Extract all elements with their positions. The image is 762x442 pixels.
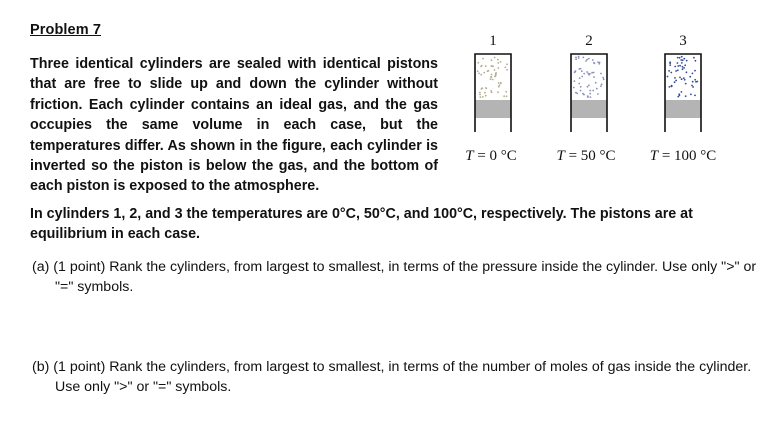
gas-dot (680, 59, 682, 61)
gas-dot (506, 95, 508, 97)
temperature-value: = 50 °C (564, 148, 616, 164)
gas-dot (582, 93, 584, 95)
gas-dot (678, 93, 680, 95)
gas-dot (481, 65, 483, 67)
gas-dot (494, 57, 496, 59)
gas-dot (506, 69, 508, 71)
gas-dot (685, 83, 687, 85)
gas-dot (574, 72, 576, 74)
gas-dot (580, 86, 582, 88)
gas-dot (674, 77, 676, 79)
gas-dot (506, 63, 508, 65)
gas-dot (503, 95, 505, 97)
problem-title: Problem 7 (30, 22, 102, 38)
gas-dot (596, 88, 598, 90)
gas-dot (683, 67, 685, 69)
gas-dot (482, 58, 484, 60)
gas-dot (600, 85, 602, 87)
gas-dot (482, 96, 484, 98)
cylinder-1-piston (475, 100, 511, 118)
gas-dot (686, 71, 688, 73)
gas-dot (497, 59, 499, 61)
gas-dot (487, 70, 489, 72)
gas-dot (485, 87, 487, 89)
gas-dot (689, 76, 691, 78)
gas-dot (675, 70, 677, 72)
gas-dot (694, 70, 696, 72)
cylinders-diagram (455, 28, 745, 176)
gas-dot (677, 65, 679, 67)
gas-dot (677, 57, 679, 59)
temperature-value: = 0 °C (473, 148, 517, 164)
gas-dot (491, 59, 493, 61)
gas-dot (683, 77, 685, 79)
gas-dot (674, 81, 676, 83)
gas-dot (477, 70, 479, 72)
gas-dot (588, 58, 590, 60)
temperature-symbol: T (556, 148, 565, 164)
gas-dot (491, 74, 493, 76)
cylinders-figure (455, 28, 745, 176)
gas-dot (682, 66, 684, 68)
gas-dot (491, 65, 493, 67)
gas-dot (479, 96, 481, 98)
gas-dot (500, 61, 502, 63)
gas-dot (483, 72, 485, 74)
gas-dot (478, 73, 480, 75)
gas-dot (594, 63, 596, 65)
gas-dot (693, 57, 695, 59)
part-b-label: (b) (32, 359, 50, 375)
gas-dot (492, 79, 494, 81)
cylinder-3-number: 3 (679, 33, 687, 49)
problem-intro: Three identical cylinders are sealed with identical pistons that are free to slide up and down the cylinder without friction. Each cylinder contains an ideal gas, and the gas occupies the same volume in each case, but the temperatures differ. As shown in the figure, each cylinder is inverted so the piston is below the gas, and the bottom of each piston is exposed to the atmosphere. (30, 56, 438, 195)
gas-dot (686, 60, 688, 62)
gas-dot (681, 91, 683, 93)
temperature-symbol: T (649, 148, 659, 164)
cylinder-3-temperature (650, 148, 717, 164)
gas-dot (587, 86, 589, 88)
gas-dot (669, 64, 671, 66)
gas-dot (682, 59, 684, 61)
gas-dot (576, 93, 578, 95)
gas-dot (598, 63, 600, 65)
gas-dot (585, 60, 587, 62)
gas-dot (586, 71, 588, 73)
gas-dot (481, 88, 483, 90)
gas-dot (682, 68, 684, 70)
gas-dot (499, 84, 501, 86)
gas-dot (677, 69, 679, 71)
gas-dot (485, 65, 487, 67)
gas-dot (578, 83, 580, 85)
cylinder-2-gas (573, 56, 605, 98)
gas-dot (595, 82, 597, 84)
temperatures-statement: In cylinders 1, 2, and 3 the temperatures are 0°C, 50°C, and 100°C, respectively. The pistons are at equilibrium in each case. (30, 206, 693, 243)
gas-dot (580, 90, 582, 92)
gas-dot (589, 93, 591, 95)
gas-dot (588, 74, 590, 76)
gas-dot (587, 96, 589, 98)
gas-dot (600, 73, 602, 75)
gas-dot (679, 57, 681, 59)
gas-dot (490, 76, 492, 78)
gas-dot (497, 91, 499, 93)
gas-dot (505, 91, 507, 93)
gas-dot (578, 56, 580, 58)
gas-dot (592, 59, 594, 61)
gas-dot (685, 95, 687, 97)
gas-dot (695, 60, 697, 62)
gas-dot (675, 80, 677, 82)
gas-dot (671, 85, 673, 87)
gas-dot (681, 62, 683, 64)
gas-dot (504, 66, 506, 68)
part-b-text: (1 point) Rank the cylinders, from largest to smallest, in terms of the number of moles of gas inside the cylinder. Use only ">" or "=" symbols. (53, 359, 752, 395)
gas-dot (583, 73, 585, 75)
gas-dot (484, 92, 486, 94)
gas-dot (498, 82, 500, 84)
gas-dot (573, 87, 575, 89)
gas-dot (694, 79, 696, 81)
gas-dot (593, 72, 595, 74)
gas-dot (601, 83, 603, 85)
gas-dot (477, 62, 479, 64)
gas-dot (690, 94, 692, 96)
gas-dot (586, 59, 588, 61)
cylinder-2-piston (571, 100, 607, 118)
cylinder-1-gas (477, 57, 508, 98)
gas-dot (670, 72, 672, 74)
cylinder-3-gas (667, 56, 699, 98)
gas-dot (497, 67, 499, 69)
gas-dot (579, 77, 581, 79)
gas-dot (691, 85, 693, 87)
gas-dot (692, 86, 694, 88)
part-a-text: (1 point) Rank the cylinders, from largest to smallest, in terms of the pressure inside the cylinder. Use only ">" or "=" symbols. (53, 259, 757, 295)
cylinder-1-number: 1 (489, 33, 497, 49)
gas-dot (602, 77, 604, 79)
cylinder-1-temperature (465, 148, 517, 164)
gas-dot (677, 62, 679, 64)
gas-dot (681, 78, 683, 80)
gas-dot (495, 75, 497, 77)
gas-dot (575, 57, 577, 59)
gas-dot (694, 95, 696, 97)
gas-dot (485, 95, 487, 97)
cylinder-3-piston (665, 100, 701, 118)
gas-dot (696, 81, 698, 83)
part-a (32, 257, 762, 297)
gas-dot (668, 70, 670, 72)
gas-dot (575, 58, 577, 60)
gas-dot (495, 72, 497, 74)
gas-dot (589, 90, 591, 92)
gas-dot (479, 94, 481, 96)
gas-dot (679, 65, 681, 67)
gas-dot (597, 61, 599, 63)
part-b (32, 357, 762, 397)
gas-dot (494, 69, 496, 71)
gas-dot (677, 96, 679, 98)
gas-dot (667, 76, 669, 78)
gas-dot (681, 56, 683, 58)
gas-dot (593, 76, 595, 78)
part-a-label: (a) (32, 259, 50, 275)
gas-dot (603, 78, 605, 80)
gas-dot (491, 91, 493, 93)
gas-dot (588, 84, 590, 86)
gas-dot (669, 61, 671, 63)
gas-dot (497, 62, 499, 64)
gas-dot (597, 93, 599, 95)
gas-dot (498, 86, 500, 88)
gas-dot (692, 73, 694, 75)
gas-dot (490, 78, 492, 80)
gas-dot (679, 77, 681, 79)
temperature-symbol: T (465, 148, 474, 164)
gas-dot (582, 57, 584, 59)
gas-dot (578, 68, 580, 70)
gas-dot (674, 66, 676, 68)
gas-dot (581, 76, 583, 78)
gas-dot (684, 79, 686, 81)
cylinder-2-number: 2 (585, 33, 593, 49)
gas-dot (581, 70, 583, 72)
temperature-value: = 100 °C (658, 148, 717, 164)
gas-dot (683, 58, 685, 60)
cylinder-2-temperature (556, 148, 615, 164)
gas-dot (479, 92, 481, 94)
gas-dot (574, 80, 576, 82)
gas-dot (590, 96, 592, 98)
gas-dot (669, 86, 671, 88)
gas-dot (592, 90, 594, 92)
gas-dot (684, 64, 686, 66)
gas-dot (591, 72, 593, 74)
gas-dot (480, 74, 482, 76)
gas-dot (692, 81, 694, 83)
gas-dot (500, 82, 502, 84)
